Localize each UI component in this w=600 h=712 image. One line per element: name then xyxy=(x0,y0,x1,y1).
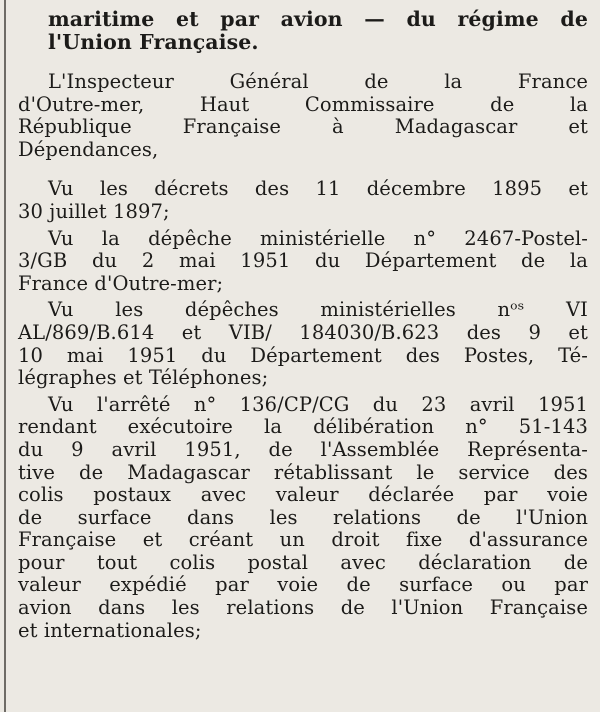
text-line: pour tout colis postal avec déclaration de xyxy=(18,550,588,574)
text-line: du 9 avril 1951, de l'Assemblée Représenta- xyxy=(18,437,588,461)
vu-depeches-paragraph xyxy=(18,299,588,389)
text-line: Vu la dépêche ministérielle n° 2467-Postel- xyxy=(48,226,588,250)
text-line: Française et créant un droit fixe d'assurance xyxy=(18,528,588,552)
text-line: Vu l'arrêté n° 136/CP/CG du 23 avril 1951 xyxy=(48,392,588,416)
text-line: France d'Outre-mer; xyxy=(18,271,224,295)
document-text xyxy=(18,8,588,642)
vu-decrets-paragraph xyxy=(18,178,588,223)
authority-paragraph xyxy=(18,71,588,161)
text-line: AL/869/B.614 et VIB/ 184030/B.623 des 9 et xyxy=(18,320,588,344)
text-line: rendant exécutoire la délibération n° 51-143 xyxy=(18,415,588,439)
text-line: 10 mai 1951 du Département des Postes, Té- xyxy=(18,343,588,367)
text-line: avion dans les relations de l'Union Française xyxy=(18,596,588,620)
text-line: d'Outre-mer, Haut Commissaire de la xyxy=(18,92,588,116)
text-line: colis postaux avec valeur déclarée par voie xyxy=(18,483,588,507)
text-line: valeur expédié par voie de surface ou par xyxy=(18,573,588,597)
text-line: Vu les décrets des 11 décembre 1895 et xyxy=(48,177,588,201)
text-line: Vu les dépêches ministérielles nᵒˢ VI xyxy=(48,298,588,322)
text-line: L'Inspecteur Général de la France xyxy=(48,70,588,93)
text-line: légraphes et Téléphones; xyxy=(18,366,269,390)
text-line: Dépendances, xyxy=(18,137,159,161)
text-line: République Française à Madagascar et xyxy=(18,115,588,139)
text-line: de surface dans les relations de l'Union xyxy=(18,505,588,529)
text-line: tive de Madagascar rétablissant le service des xyxy=(18,460,588,484)
decree-title-continuation xyxy=(18,8,588,54)
vu-arrete-paragraph xyxy=(18,394,588,643)
vu-depeche-paragraph xyxy=(18,228,588,296)
text-line: 3/GB du 2 mai 1951 du Département de la xyxy=(18,249,588,273)
text-line: et internationales; xyxy=(18,618,202,642)
text-line: l'Union Française. xyxy=(48,30,259,54)
column-rule xyxy=(4,0,6,712)
text-line: maritime et par avion — du régime de xyxy=(48,7,588,31)
text-line: 30 juillet 1897; xyxy=(18,199,170,223)
